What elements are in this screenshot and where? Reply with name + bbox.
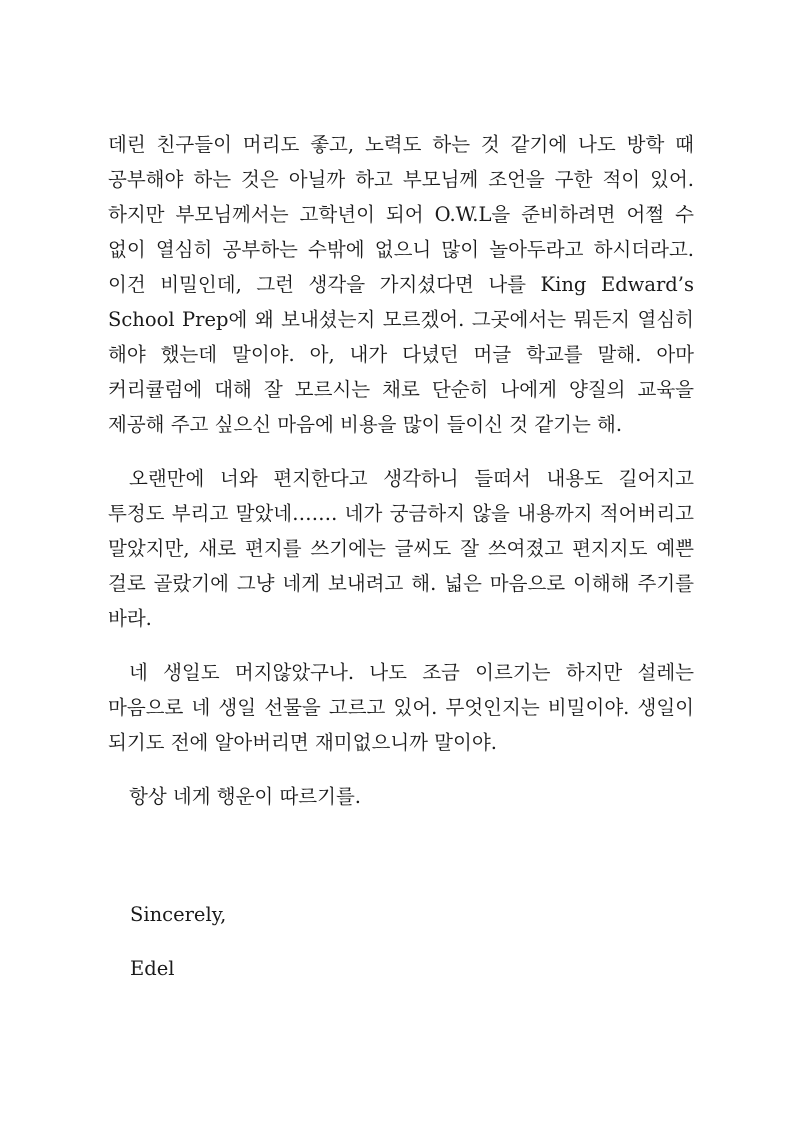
letter-body bbox=[108, 127, 694, 833]
letter-paragraph-1: 데린 친구들이 머리도 좋고, 노력도 하는 것 같기에 나도 방학 때 공부해야 하는 것은 아닐까 하고 부모님께 조언을 구한 적이 있어. 하지만 부모님께서는 고학년이 되어 O.W.L을 준비하려면 어쩔 수 없이 열심히 공부하는 수밖에 없으니 많이 놀아두라고 하시더라고. 이건 비밀인데, 그런 생각을 가지셨다면 나를 King Edward’s School Prep에 왜 보내셨는지 모르겠어. 그곳에서는 뭐든지 열심히 해야 했는데 말이야. 아, 내가 다녔던 머글 학교를 말해. 아마 커리큘럼에 대해 잘 모르시는 채로 단순히 나에게 양질의 교육을 제공해 주고 싶으신 마음에 비용을 많이 들이신 것 같기는 해. bbox=[108, 133, 694, 436]
letter-closing: Sincerely, bbox=[130, 903, 227, 926]
letter-signature: Edel bbox=[130, 957, 175, 980]
letter-paragraph-3: 네 생일도 머지않았구나. 나도 조금 이르기는 하지만 설레는 마음으로 네 생일 선물을 고르고 있어. 무엇인지는 비밀이야. 생일이 되기도 전에 알아버리면 재미없으니까 말이야. bbox=[108, 661, 694, 754]
letter-paragraph-2: 오랜만에 너와 편지한다고 생각하니 들떠서 내용도 길어지고 투정도 부리고 말았네……. 네가 궁금하지 않을 내용까지 적어버리고 말았지만, 새로 편지를 쓰기에는 글씨도 잘 쓰여졌고 편지지도 예쁜 걸로 골랐기에 그냥 네게 보내려고 해. 넓은 마음으로 이해해 주기를 바라. bbox=[108, 467, 694, 630]
letter-paragraph-4: 항상 네게 행운이 따르기를. bbox=[129, 785, 362, 808]
